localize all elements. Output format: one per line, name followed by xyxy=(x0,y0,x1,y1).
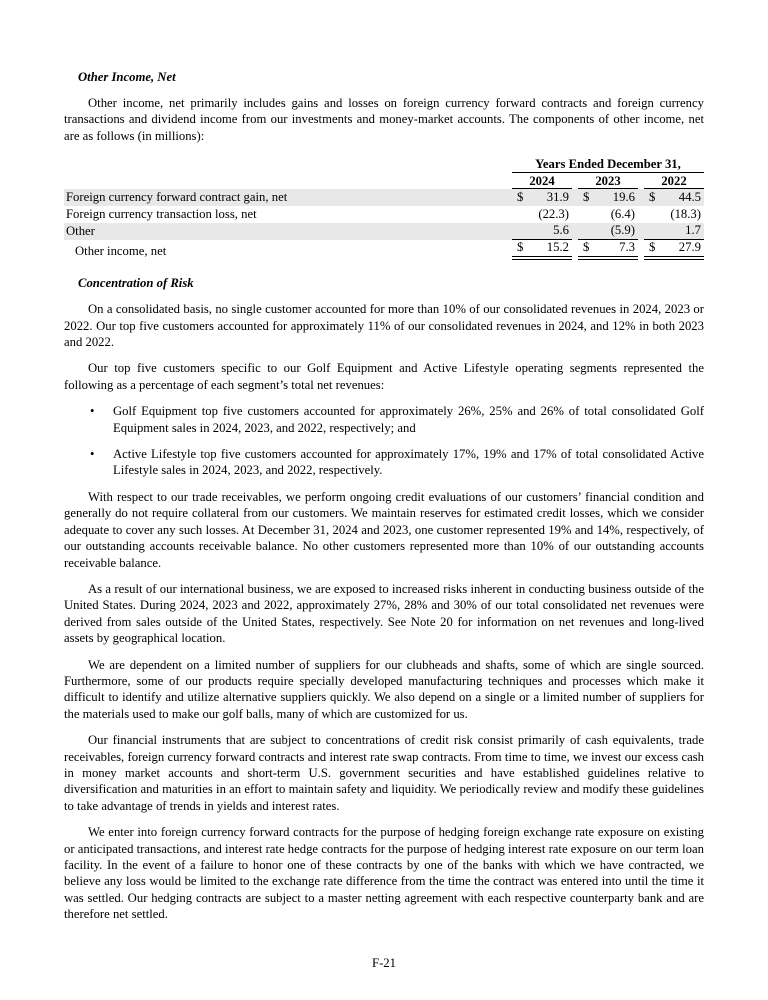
dollar-sign: $ xyxy=(649,240,656,255)
bullet-text: Active Lifestyle top five customers accounted for approximately 17%, 19% and 17% of total consolidated Active Lifestyle sales in 2024, 2023, and 2022, respectively. xyxy=(113,447,704,478)
column-header-2024: 2024 xyxy=(512,173,572,189)
bullet-item-active-lifestyle xyxy=(90,446,704,479)
cell-2023 xyxy=(578,223,638,240)
dollar-sign: $ xyxy=(649,190,656,205)
section-heading-other-income-net: Other Income, Net xyxy=(78,70,176,84)
cell-2024 xyxy=(512,240,572,260)
table-span-header-row xyxy=(64,157,704,173)
dollar-sign: $ xyxy=(517,240,524,255)
paragraph-other-income-intro: Other income, net primarily includes gains and losses on foreign currency forward contracts and foreign currency transactions and dividend income from our investments and money-market accounts. The components of other income, net are as follows (in millions): xyxy=(64,96,704,143)
bullet-icon: • xyxy=(90,447,95,462)
cell-value: 31.9 xyxy=(546,190,569,205)
table-row-forward-contract-gain xyxy=(64,189,704,206)
column-header-2023: 2023 xyxy=(578,173,638,189)
cell-2024 xyxy=(512,223,572,240)
cell-value: 15.2 xyxy=(546,240,569,255)
cell-2022 xyxy=(644,240,704,260)
cell-value: 5.6 xyxy=(553,223,569,238)
paragraph-financial-instruments: Our financial instruments that are subject to concentrations of credit risk consist primarily of cash equivalents, trade receivables, foreign currency forward contracts and interest rate swap contracts. From time to time, we invest our excess cash in money market accounts and short-term U.S. government securities and have established guidelines relative to diversification and maturities in an effort to maintain safety and liquidity. We periodically review and modify these guidelines to take advantage of trends in yields and interest rates. xyxy=(64,733,704,813)
cell-value: 1.7 xyxy=(685,223,701,238)
dollar-sign: $ xyxy=(517,190,524,205)
bullet-icon: • xyxy=(90,404,95,419)
page-number: F-21 xyxy=(372,956,396,970)
cell-2023 xyxy=(578,240,638,260)
dollar-sign: $ xyxy=(583,240,590,255)
cell-2024 xyxy=(512,190,572,206)
table-row-other-income-net-total xyxy=(64,240,704,260)
cell-2024 xyxy=(512,207,572,223)
dollar-sign: $ xyxy=(583,190,590,205)
paragraph-consolidated-basis: On a consolidated basis, no single customer accounted for more than 10% of our consolidated revenues in 2024, 2023 or 2022. Our top five customers accounted for approximately 11% of our consolidated revenues in 2024, and 12% in both 2023 and 2022. xyxy=(64,302,704,350)
table-row-other xyxy=(64,223,704,240)
paragraph-hedging-contracts: We enter into foreign currency forward contracts for the purpose of hedging foreign exchange rate exposure on existing or anticipated transactions, and interest rate hedge contracts for the purpose of hedging interest rate exposure on our term loan facility. In the event of a failure to honor one of these contracts by one of the banks with which we have contracted, we believe any loss would be limited to the exchange rate difference from the time the contract was entered into until the time it was settled. Our hedging contracts are subject to a master netting agreement with each respective counterparty bank and are therefore net settled. xyxy=(64,825,704,922)
cell-value: 27.9 xyxy=(678,240,701,255)
cell-2022 xyxy=(644,190,704,206)
cell-2022 xyxy=(644,223,704,240)
row-label: Other income, net xyxy=(75,244,167,259)
section-heading-concentration-of-risk: Concentration of Risk xyxy=(78,276,194,291)
bullet-text: Golf Equipment top five customers accounted for approximately 26%, 25% and 26% of total consolidated Golf Equipment sales in 2024, 2023, and 2022, respectively; and xyxy=(113,404,704,435)
cell-value: (5.9) xyxy=(610,223,635,238)
cell-2023 xyxy=(578,207,638,223)
paragraph-suppliers: We are dependent on a limited number of suppliers for our clubheads and shafts, some of which are single sourced. Furthermore, some of our products require specially developed manufacturing techniques and processes which make it difficult to identify and utilize alternative suppliers quickly. We also depend on a single or a limited number of suppliers for the materials used to make our golf balls, many of which are customized for us. xyxy=(64,657,704,721)
row-label: Foreign currency transaction loss, net xyxy=(66,207,257,222)
table-row-transaction-loss xyxy=(64,206,704,223)
paragraph-international-business: As a result of our international business, we are exposed to increased risks inherent in conducting business outside of the United States. During 2024, 2023 and 2022, approximately 27%, 28% and 30% of our total consolidated net revenues were derived from sales outside of the United States, respectively. See Note 20 for information on net revenues and long-lived assets by geographical location. xyxy=(64,581,704,646)
bullet-item-golf-equipment xyxy=(90,403,704,436)
cell-value: (6.4) xyxy=(610,207,635,222)
table-year-header-row xyxy=(64,173,704,189)
column-header-2022: 2022 xyxy=(644,173,704,189)
cell-value: 19.6 xyxy=(612,190,635,205)
cell-value: (22.3) xyxy=(538,207,569,222)
cell-value: (18.3) xyxy=(670,207,701,222)
row-label: Foreign currency forward contract gain, net xyxy=(66,190,288,205)
cell-2023 xyxy=(578,190,638,206)
paragraph-trade-receivables: With respect to our trade receivables, we perform ongoing credit evaluations of our customers’ financial condition and generally do not require collateral from our customers. We maintain reserves for estimated credit losses, which we consider adequate to cover any such losses. At December 31, 2024 and 2023, one customer represented 19% and 14%, respectively, of our outstanding accounts receivable balance. No other customers represented more than 10% of our outstanding accounts receivable balance. xyxy=(64,489,704,570)
cell-2022 xyxy=(644,207,704,223)
other-income-table xyxy=(64,157,704,260)
cell-value: 7.3 xyxy=(619,240,635,255)
paragraph-top-five-customers: Our top five customers specific to our Golf Equipment and Active Lifestyle operating segments represented the following as a percentage of each segment’s total net revenues: xyxy=(64,361,704,392)
row-label: Other xyxy=(66,224,95,239)
cell-value: 44.5 xyxy=(678,190,701,205)
table-years-ended-header: Years Ended December 31, xyxy=(512,157,704,173)
